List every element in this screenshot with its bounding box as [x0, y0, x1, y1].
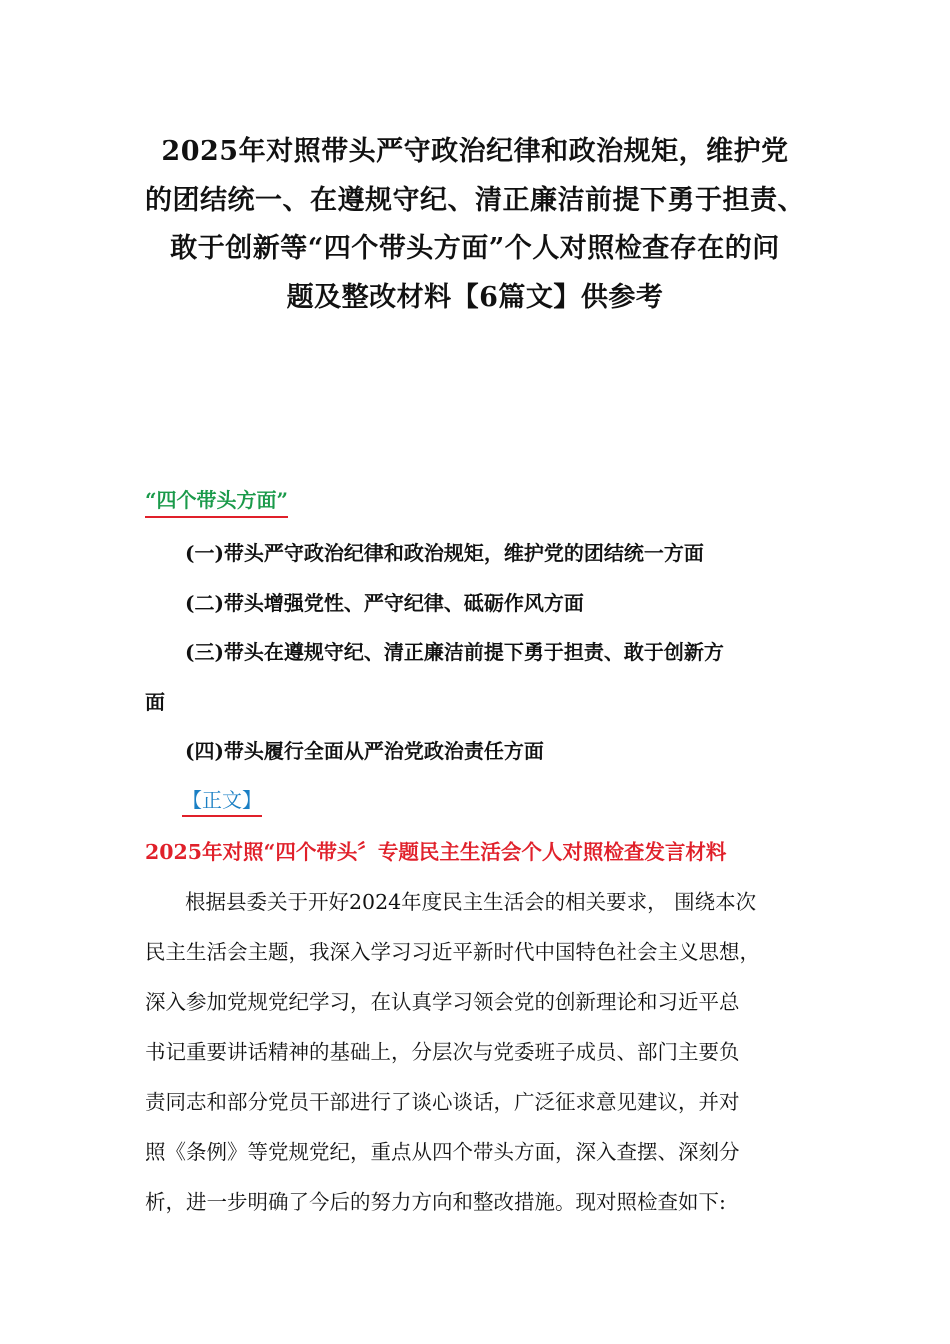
document-title	[110, 128, 840, 322]
paragraph-line: 照《条例》等党规党纪，重点从四个带头方面，深入查摆、深刻分	[145, 1140, 740, 1164]
body-label: 【正文】	[182, 784, 262, 817]
paragraph-line: 深入参加党规党纪学习，在认真学习领会党的创新理论和习近平总	[145, 990, 740, 1014]
title-line: 题及整改材料【6篇文】供参考	[286, 281, 664, 313]
section-heading: “四个带头方面”	[145, 484, 288, 518]
paragraph-line: 书记重要讲话精神的基础上，分层次与党委班子成员、部门主要负	[145, 1040, 740, 1064]
section-item: (二)带头增强党性、严守纪律、砥砺作风方面	[185, 591, 584, 615]
title-line: 敢于创新等“四个带头方面”个人对照检查存在的问	[170, 233, 780, 264]
section-item-continuation: 面	[145, 690, 165, 714]
paragraph-line: 民主生活会主题，我深入学习习近平新时代中国特色社会主义思想，	[145, 940, 760, 964]
section-item: (一)带头严守政治纪律和政治规矩，维护党的团结统一方面	[185, 541, 704, 565]
paragraph-line: 责同志和部分党员干部进行了谈心谈话，广泛征求意见建议，并对	[145, 1090, 740, 1114]
section-item: (四)带头履行全面从严治党政治责任方面	[185, 739, 544, 763]
title-line: 2025年对照带头严守政治纪律和政治规矩，维护党	[161, 136, 789, 167]
title-line: 的团结统一、在遵规守纪、清正廉洁前提下勇于担责、	[145, 184, 805, 216]
article-title: 2025年对照“四个带头〞专题民主生活会个人对照检查发言材料	[145, 840, 727, 864]
paragraph-line: 根据县委关于开好2024年度民主生活会的相关要求， 围绕本次	[185, 890, 757, 914]
section-item: (三)带头在遵规守纪、清正廉洁前提下勇于担责、敢于创新方	[185, 640, 724, 664]
paragraph-line: 析，进一步明确了今后的努力方向和整改措施。现对照检查如下:	[145, 1190, 726, 1214]
